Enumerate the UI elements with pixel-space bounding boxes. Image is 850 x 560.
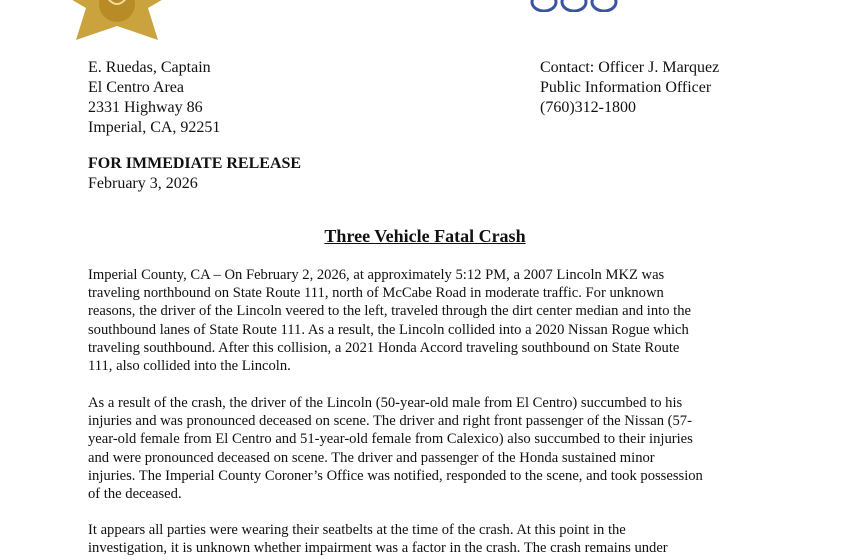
paragraph-line: investigation, it is unknown whether impairment was a factor in the crash. The crash remains under: [88, 540, 668, 557]
sender-name: E. Ruedas, Captain: [88, 59, 211, 76]
document-title: Three Vehicle Fatal Crash: [324, 226, 526, 246]
paragraph-line: It appears all parties were wearing their seatbelts at the time of the crash. At this point in the: [88, 522, 626, 538]
chp-star-badge-logo: [62, 0, 172, 42]
paragraph-line: As a result of the crash, the driver of the Lincoln (50-year-old male from El Centro) succumbed to his: [88, 395, 683, 411]
sender-address-block: [88, 58, 220, 138]
paragraph-injuries: [88, 394, 768, 503]
paragraph-line: traveling southbound. After this collision, a 2021 Honda Accord traveling southbound on State Route: [88, 339, 680, 356]
paragraph-investigation: [88, 521, 768, 557]
agency-seals-logo: [530, 0, 618, 12]
paragraph-line: reasons, the driver of the Lincoln veered to the left, traveled through the dirt center median and into the: [88, 303, 691, 320]
paragraph-line: injuries. The Imperial County Coroner’s Office was notified, responded to the scene, and took possession: [88, 467, 703, 484]
sender-office: El Centro Area: [88, 79, 184, 96]
paragraph-line: 111, also collided into the Lincoln.: [88, 358, 291, 375]
paragraph-line: of the deceased.: [88, 486, 182, 503]
release-date: February 3, 2026: [88, 175, 198, 192]
paragraph-crash-description: [88, 266, 768, 375]
paragraph-line: traveling northbound on State Route 111, north of McCabe Road in moderate traffic. For unknown: [88, 285, 664, 302]
sender-street: 2331 Highway 86: [88, 99, 203, 116]
paragraph-line: and were pronounced deceased on scene. The driver and passenger of the Honda sustained minor: [88, 449, 655, 466]
release-label: FOR IMMEDIATE RELEASE: [88, 155, 302, 172]
release-block: [88, 154, 301, 194]
contact-block: [540, 58, 719, 118]
contact-name: Contact: Officer J. Marquez: [540, 59, 720, 76]
paragraph-line: southbound lanes of State Route 111. As a result, the Lincoln collided into a 2020 Nissan Rogue which: [88, 321, 689, 338]
contact-role: Public Information Officer: [540, 79, 712, 96]
contact-phone: (760)312-1800: [540, 99, 636, 116]
paragraph-line: Imperial County, CA – On February 2, 2026, at approximately 5:12 PM, a 2007 Lincoln MKZ was: [88, 267, 665, 283]
paragraph-line: year-old female from El Centro and 51-year-old female from Calexico) also succumbed to their injuries: [88, 431, 693, 448]
sender-city: Imperial, CA, 92251: [88, 119, 221, 136]
paragraph-line: injuries and was pronounced deceased on scene. The driver and right front passenger of the Nissan (57-: [88, 413, 692, 430]
